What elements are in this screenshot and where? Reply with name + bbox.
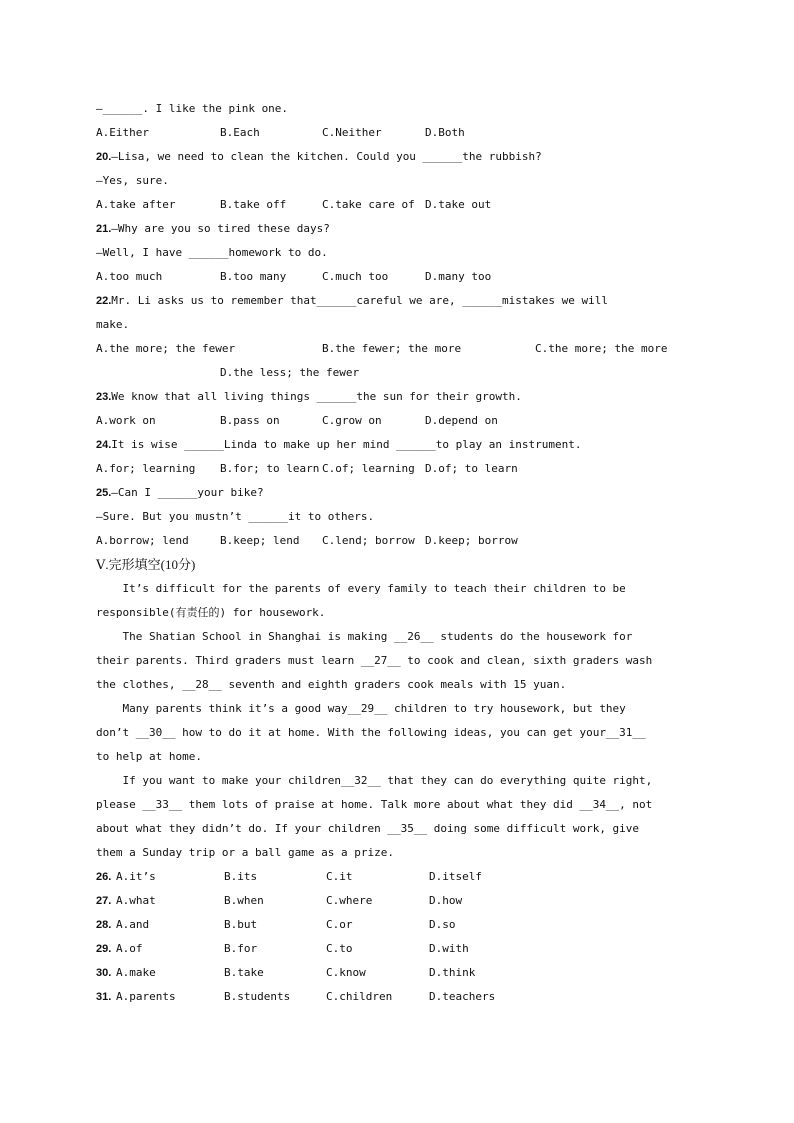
- answer-option: C.where: [326, 894, 373, 907]
- text-line: —Well, I have ______homework to do.: [96, 246, 328, 259]
- question-number: 26.: [96, 871, 112, 883]
- question-text: —Can I ______your bike?: [111, 486, 264, 499]
- text-line: —Yes, sure.: [96, 174, 169, 187]
- answer-option: D.keep; borrow: [425, 534, 518, 547]
- question-number: 24.: [96, 439, 112, 451]
- answer-option: A.of: [116, 942, 143, 955]
- answer-row: [96, 915, 456, 935]
- question-number: 22.: [96, 295, 112, 307]
- text-line: —Sure. But you mustn’t ______it to others.: [96, 510, 375, 523]
- answer-option: A.work on: [96, 414, 156, 427]
- answer-option: D.of; to learn: [425, 462, 518, 475]
- question-number: 20.: [96, 151, 112, 163]
- text-line: The Shatian School in Shanghai is making __26__ students do the housework for: [96, 630, 633, 643]
- doc-line: [96, 219, 330, 239]
- answer-option: D.itself: [429, 870, 482, 883]
- answer-option: D.depend on: [425, 414, 498, 427]
- doc-line: [96, 291, 608, 311]
- text-line: Many parents think it’s a good way__29__ children to try housework, but they: [96, 702, 626, 715]
- answer-option: B.too many: [220, 270, 287, 283]
- text-line: —______. I like the pink one.: [96, 102, 289, 115]
- answer-option: A.for; learning: [96, 462, 196, 475]
- answer-option: C.know: [326, 966, 366, 979]
- doc-line: [96, 651, 652, 671]
- answer-option: A.take after: [96, 198, 176, 211]
- answer-option: D.Both: [425, 126, 465, 139]
- doc-line: [96, 627, 632, 647]
- doc-line: [96, 243, 328, 263]
- text-line: don’t __30__ how to do it at home. With the following ideas, you can get your__31__: [96, 726, 646, 739]
- answer-row: [96, 963, 476, 983]
- answer-option: C.to: [326, 942, 353, 955]
- answer-option: C.children: [326, 990, 393, 1003]
- question-number: 21.: [96, 223, 112, 235]
- doc-line: [96, 723, 646, 743]
- answer-row: [96, 939, 469, 959]
- question-text: We know that all living things ______the sun for their growth.: [111, 390, 522, 403]
- doc-line: [96, 315, 129, 335]
- answer-option: A.what: [116, 894, 156, 907]
- question-number: 28.: [96, 919, 112, 931]
- doc-line: [96, 387, 522, 407]
- text-line: about what they didn’t do. If your children __35__ doing some difficult work, give: [96, 822, 640, 835]
- doc-line: [96, 171, 169, 191]
- answer-option: A.and: [116, 918, 150, 931]
- answer-option: B.but: [224, 918, 258, 931]
- answer-row: [96, 987, 496, 1007]
- doc-line: [96, 603, 325, 623]
- answer-option: D.with: [429, 942, 469, 955]
- answer-option: A.make: [116, 966, 156, 979]
- answer-option: C.Neither: [322, 126, 382, 139]
- answer-option: B.keep; lend: [220, 534, 300, 547]
- answer-option: B.Each: [220, 126, 260, 139]
- text-line: make.: [96, 318, 130, 331]
- doc-line: [96, 579, 626, 599]
- doc-line: [96, 675, 566, 695]
- text-line: responsible(有责任的) for housework.: [96, 606, 326, 619]
- answer-option: C.lend; borrow: [322, 534, 415, 547]
- answer-option: B.pass on: [220, 414, 280, 427]
- answer-option: D.take out: [425, 198, 492, 211]
- answer-option: D.how: [429, 894, 463, 907]
- question-text: —Why are you so tired these days?: [111, 222, 330, 235]
- question-text: It is wise ______Linda to make up her mind ______to play an instrument.: [111, 438, 582, 451]
- doc-line: [96, 483, 264, 503]
- answer-option: C.or: [326, 918, 353, 931]
- section-heading: Ⅴ.完形填空(10分): [96, 557, 196, 572]
- answer-option: A.the more; the fewer: [96, 342, 236, 355]
- doc-line: [96, 435, 582, 455]
- answer-option: A.parents: [116, 990, 176, 1003]
- answer-option: B.its: [224, 870, 258, 883]
- question-number: 23.: [96, 391, 112, 403]
- doc-line: [96, 747, 202, 767]
- text-line: their parents. Third graders must learn __27__ to cook and clean, sixth graders wash: [96, 654, 653, 667]
- answer-option: B.for; to learn: [220, 462, 320, 475]
- answer-option: D.many too: [425, 270, 492, 283]
- answer-option: C.much too: [322, 270, 389, 283]
- question-number: 27.: [96, 895, 112, 907]
- text-line: If you want to make your children__32__ that they can do everything quite right,: [96, 774, 653, 787]
- answer-row: [96, 867, 482, 887]
- text-line: It’s difficult for the parents of every family to teach their children to be: [96, 582, 626, 595]
- answer-option: B.the fewer; the more: [322, 342, 462, 355]
- answer-option: B.take off: [220, 198, 287, 211]
- question-number: 29.: [96, 943, 112, 955]
- answer-option: B.take: [224, 966, 264, 979]
- question-number: 31.: [96, 991, 112, 1003]
- answer-option: C.of; learning: [322, 462, 415, 475]
- text-line: them a Sunday trip or a ball game as a prize.: [96, 846, 395, 859]
- doc-line: [96, 699, 626, 719]
- answer-option: D.so: [429, 918, 456, 931]
- answer-option: A.it’s: [116, 870, 156, 883]
- answer-option: D.the less; the fewer: [220, 366, 360, 379]
- doc-line: [96, 843, 394, 863]
- answer-option: D.teachers: [429, 990, 496, 1003]
- answer-option: C.the more; the more: [535, 342, 668, 355]
- doc-line: [96, 819, 639, 839]
- doc-line: [96, 507, 374, 527]
- doc-line: [96, 147, 542, 167]
- doc-line: [96, 771, 652, 791]
- text-line: the clothes, __28__ seventh and eighth graders cook meals with 15 yuan.: [96, 678, 567, 691]
- doc-line: [96, 99, 288, 119]
- answer-option: B.when: [224, 894, 264, 907]
- text-line: please __33__ them lots of praise at home. Talk more about what they did __34__, not: [96, 798, 653, 811]
- answer-option: B.for: [224, 942, 258, 955]
- answer-option: A.too much: [96, 270, 163, 283]
- question-text: Mr. Li asks us to remember that______careful we are, ______mistakes we will: [111, 294, 608, 307]
- answer-row: [96, 891, 463, 911]
- answer-option: C.it: [326, 870, 353, 883]
- answer-option: B.students: [224, 990, 291, 1003]
- question-number: 25.: [96, 487, 112, 499]
- question-text: —Lisa, we need to clean the kitchen. Could you ______the rubbish?: [111, 150, 542, 163]
- answer-option: D.think: [429, 966, 476, 979]
- question-number: 30.: [96, 967, 112, 979]
- answer-option: A.borrow; lend: [96, 534, 189, 547]
- answer-option: C.grow on: [322, 414, 382, 427]
- doc-line: [96, 795, 652, 815]
- answer-option: C.take care of: [322, 198, 415, 211]
- answer-option: A.Either: [96, 126, 149, 139]
- text-line: to help at home.: [96, 750, 202, 763]
